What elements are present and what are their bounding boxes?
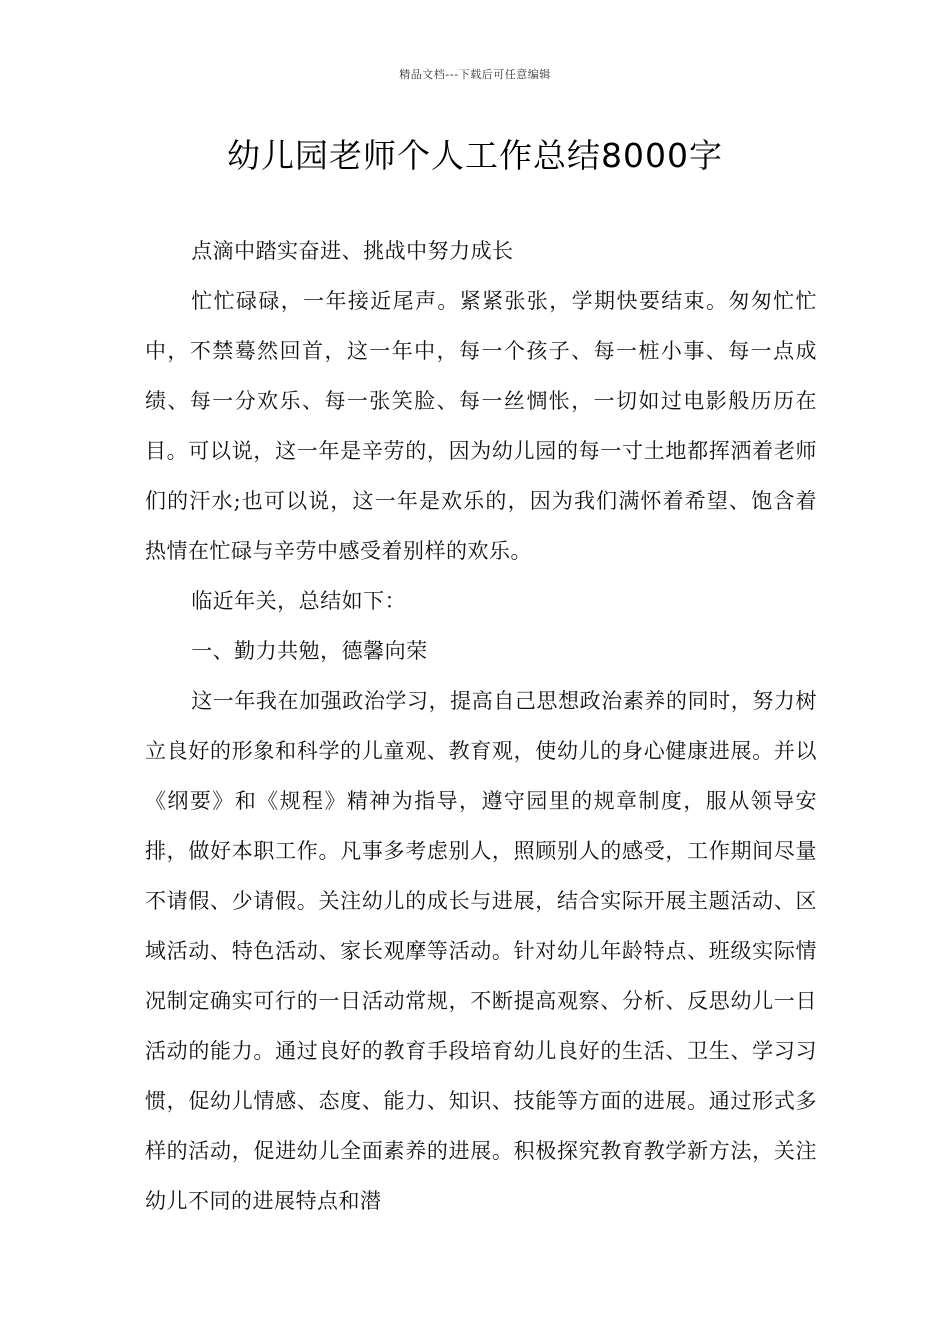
paragraph: 这一年我在加强政治学习，提高自己思想政治素养的同时，努力树立良好的形象和科学的儿童观、教育观，使幼儿的身心健康进展。并以《纲要》和《规程》精神为指导，遵守园里的规章制度，服从领导安排，做好本职工作。凡事多考虑别人，照顾别人的感受，工作期间尽量不请假、少请假。关注幼儿的成长与进展，结合实际开展主题活动、区域活动、特色活动、家长观摩等活动。针对幼儿年龄特点、班级实际情况制定确实可行的一日活动常规，不断提高观察、分析、反思幼儿一日活动的能力。通过良好的教育手段培育幼儿良好的生活、卫生、学习习惯，促幼儿情感、态度、能力、知识、技能等方面的进展。通过形式多样的活动，促进幼儿全面素养的进展。积极探究教育教学新方法，关注幼儿不同的进展特点和潜	[145, 689, 817, 1213]
page-title: 幼儿园老师个人工作总结8000字	[227, 136, 723, 175]
section-heading: 一、勤力共勉，德馨向荣	[191, 639, 428, 663]
paragraph: 临近年关，总结如下：	[191, 589, 407, 613]
document-body	[145, 226, 817, 1226]
paragraph: 忙忙碌碌，一年接近尾声。紧紧张张，学期快要结束。匆匆忙忙中，不禁蓦然回首，这一年中，每一个孩子、每一桩小事、每一点成绩、每一分欢乐、每一张笑脸、每一丝惆怅，一切如过电影般历历在目。可以说，这一年是辛劳的，因为幼儿园的每一寸土地都挥洒着老师们的汗水;也可以说，这一年是欢乐的，因为我们满怀着希望、饱含着热情在忙碌与辛劳中感受着别样的欢乐。	[145, 289, 817, 563]
paragraph-subtitle: 点滴中踏实奋进、挑战中努力成长	[191, 239, 514, 263]
header-note: 精品文档---下载后可任意编辑	[399, 68, 551, 81]
